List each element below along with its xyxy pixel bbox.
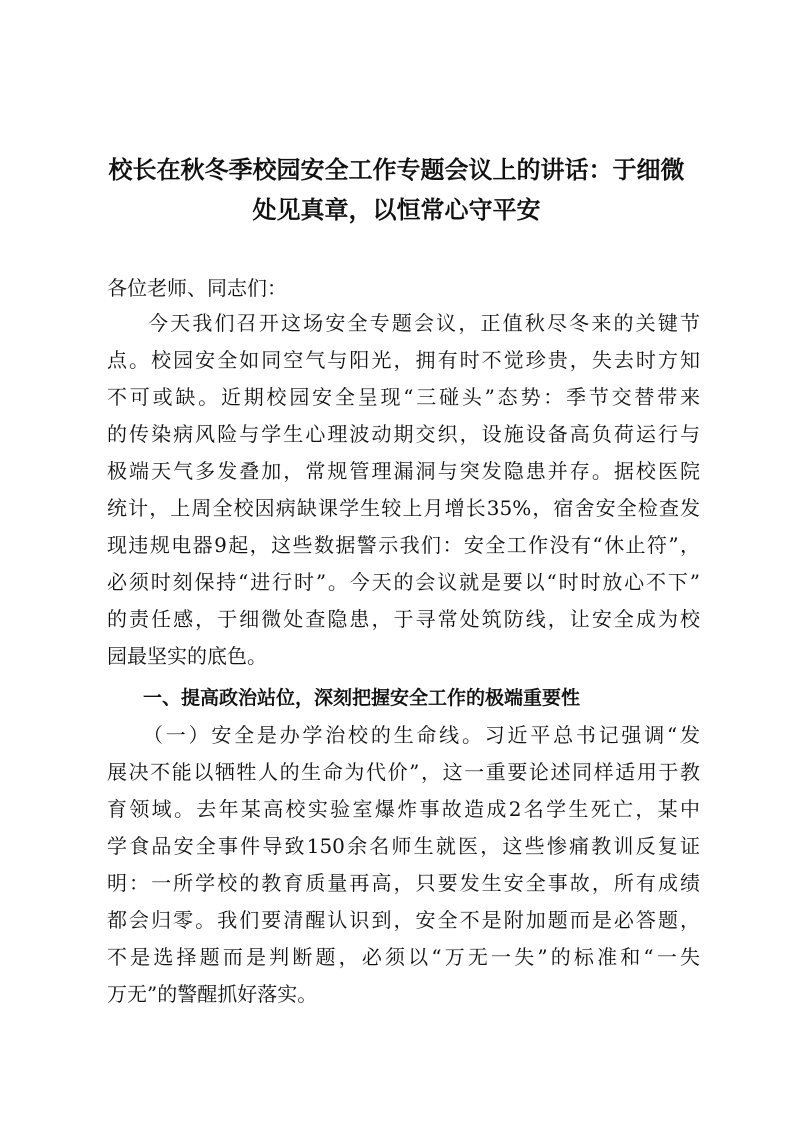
paragraph-line: 的传染病风险与学生心理波动期交织，设施设备高负荷运行与: [107, 422, 700, 446]
paragraph-line: 今天我们召开这场安全专题会议，正值秋尽冬来的关键节: [148, 311, 700, 335]
paragraph-line: 不可或缺。近期校园安全呈现“三碰头”态势：季节交替带来: [107, 385, 700, 409]
paragraph-line: 学食品安全事件导致150余名师生就医，这些惨痛教训反复证: [107, 834, 700, 858]
paragraph-line: 点。校园安全如同空气与阳光，拥有时不觉珍贵，失去时方知: [107, 348, 700, 372]
paragraph-line: （一）安全是办学治校的生命线。习近平总书记强调“发: [143, 723, 700, 747]
paragraph-line: 万无”的警醒抓好落实。: [107, 982, 318, 1006]
paragraph-line: 展决不能以牺牲人的生命为代价”，这一重要论述同样适用于教: [107, 760, 700, 784]
document-title-line-1: 校长在秋冬季校园安全工作专题会议上的讲话：于细微: [108, 156, 685, 184]
paragraph-line: 育领域。去年某高校实验室爆炸事故造成2名学生死亡，某中: [107, 797, 700, 821]
paragraph-line: 的责任感，于细微处查隐患，于寻常处筑防线，让安全成为校: [107, 607, 700, 631]
paragraph-line: 极端天气多发叠加，常规管理漏洞与突发隐患并存。据校医院: [107, 459, 700, 483]
paragraph-line: 不是选择题而是判断题，必须以“万无一失”的标准和“一失: [107, 945, 700, 969]
paragraph-line: 现违规电器9起，这些数据警示我们：安全工作没有“休止符”，: [107, 533, 700, 557]
paragraph-line: 明：一所学校的教育质量再高，只要发生安全事故，所有成绩: [107, 871, 700, 895]
paragraph-line: 都会归零。我们要清醒认识到，安全不是附加题而是必答题，: [107, 908, 700, 932]
paragraph-line: 统计，上周全校因病缺课学生较上月增长35%，宿舍安全检查发: [107, 496, 700, 520]
section-heading: 一、提高政治站位，深刻把握安全工作的极端重要性: [143, 687, 581, 709]
paragraph-line: 园最坚实的底色。: [107, 644, 267, 668]
greeting: 各位老师、同志们：: [107, 276, 287, 300]
paragraph-line: 必须时刻保持“进行时”。今天的会议就是要以“时时放心不下”: [107, 570, 700, 594]
document-title-line-2: 处见真章，以恒常心守平安: [252, 196, 541, 224]
